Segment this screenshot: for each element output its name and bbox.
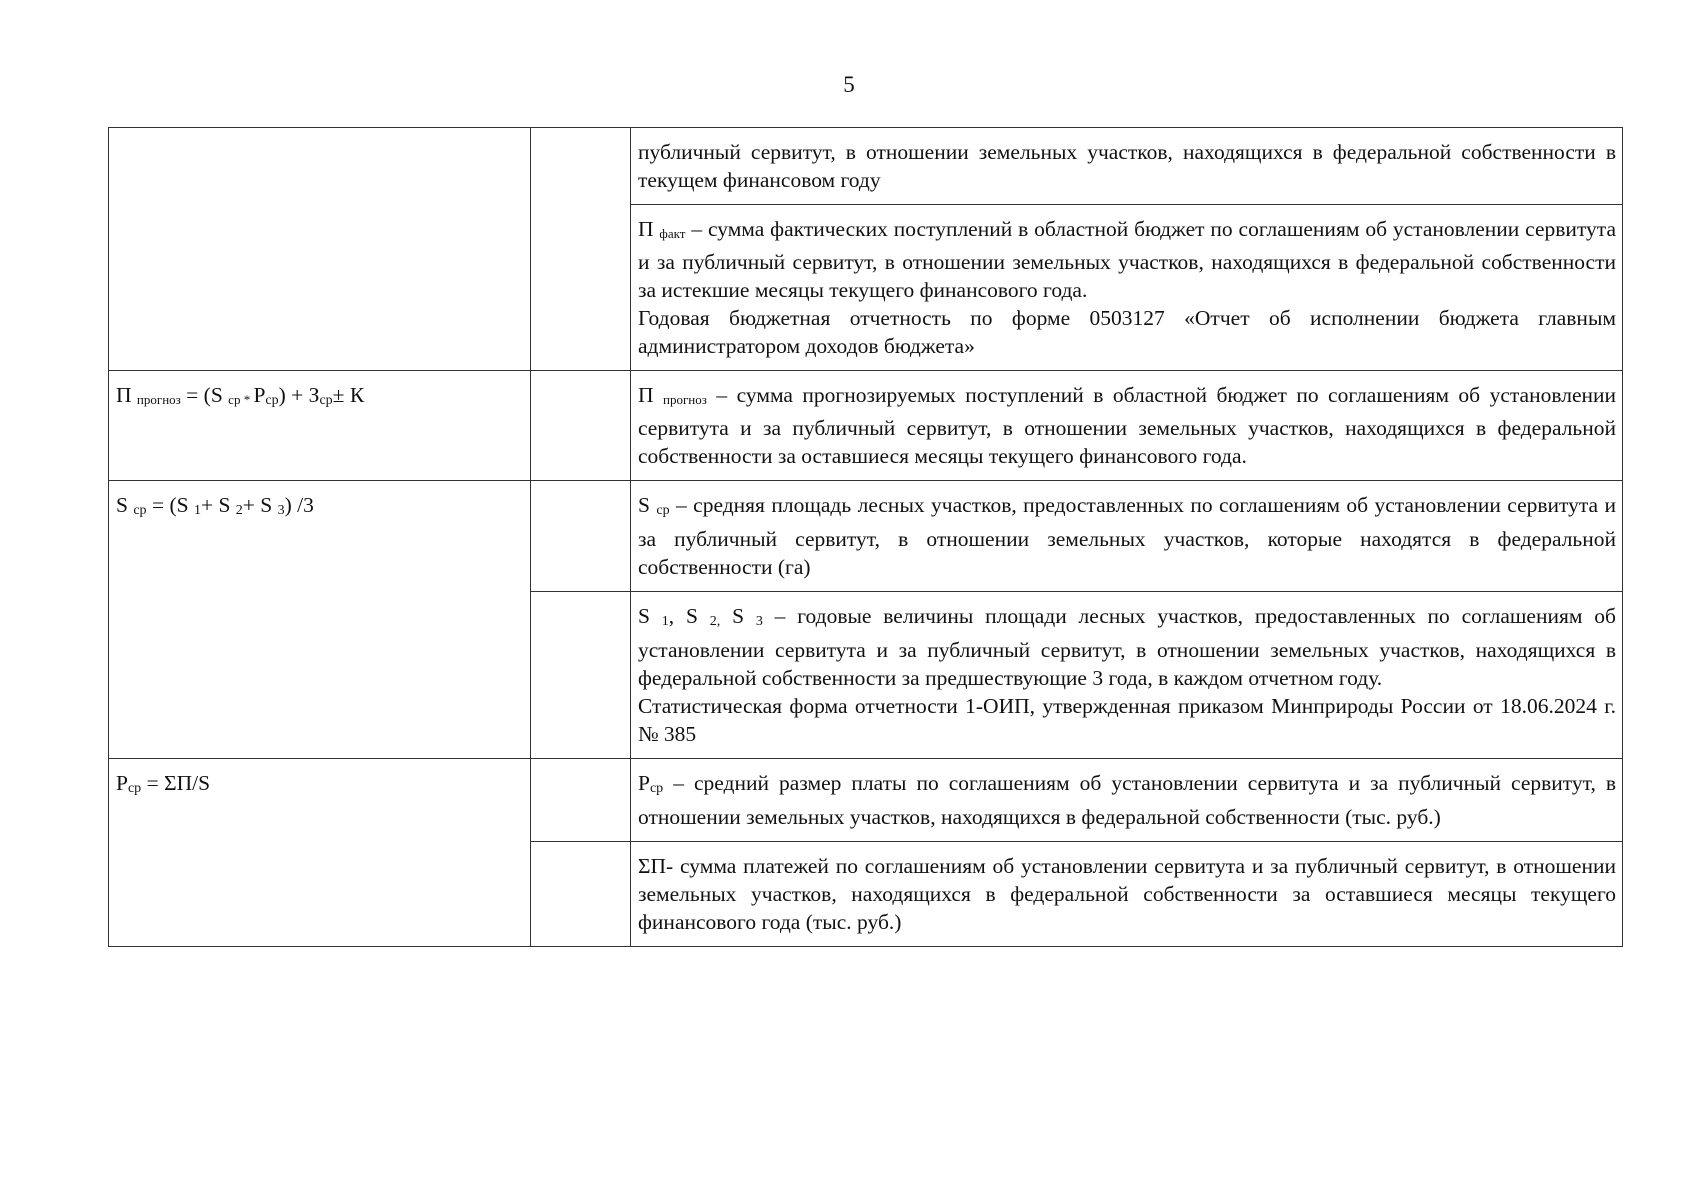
variable-definition: – сумма прогнозируемых поступлений в областной бюджет по соглашениям об установлении сервитута и за публичный сервитут, в отношении земельных участков, находящихся в федеральной собственности за оставшиеся месяцы текущего финансового года. bbox=[638, 383, 1617, 468]
formula-table bbox=[108, 127, 1623, 947]
formula-s-average: S ср = (S 1+ S 2+ S 3) /3 bbox=[116, 493, 314, 518]
description-cell bbox=[631, 481, 1623, 592]
table-row bbox=[109, 759, 1623, 842]
empty-cell bbox=[531, 371, 631, 481]
variable-symbol: П bbox=[638, 217, 654, 241]
description-cell bbox=[631, 842, 1623, 947]
empty-cell bbox=[531, 128, 631, 371]
table-row bbox=[109, 481, 1623, 592]
source-text: Статистическая форма отчетности 1-ОИП, утвержденная приказом Минприроды России от 18.06.2024 г. № 385 bbox=[638, 694, 1616, 746]
variable-symbol: Р bbox=[638, 771, 650, 795]
variable-definition: – годовые величины площади лесных участков, предоставленных по соглашениям об установлении сервитута и за публичный сервитут, в отношении земельных участков, находящихся в федеральной собственности за предшествующие 3 года, в каждом отчетном году. bbox=[638, 604, 1616, 690]
variable-definition: – сумма фактических поступлений в областной бюджет по соглашениям об установлении сервитута и за публичный сервитут, в отношении земельных участков, находящихся в федеральной собственности за истекшие месяцы текущего финансового года. bbox=[638, 217, 1617, 302]
formula-cell bbox=[109, 481, 531, 759]
variable-definition: – средний размер платы по соглашениям об установлении сервитута и за публичный сервитут, в отношении земельных участков, находящихся в федеральной собственности (тыс. руб.) bbox=[638, 771, 1616, 829]
empty-cell bbox=[531, 759, 631, 842]
variable-subscript: прогноз bbox=[663, 392, 707, 407]
description-text bbox=[638, 381, 1616, 470]
description-text: ΣП- сумма платежей по соглашениям об установлении сервитута и за публичный сервитут, в отношении земельных участков, находящихся в федеральной собственности за оставшиеся месяцы текущего финансового года (тыс. руб.) bbox=[638, 854, 1616, 934]
description-text: S 1, S 2, S 3 – годовые величины площади лесных участков, предоставленных по соглашениям об установлении сервитута и за публичный сервитут, в отношении земельных участков, находящихся в федеральной собственности за предшествующие 3 года, в каждом отчетном году. bbox=[638, 604, 1616, 690]
description-cell bbox=[631, 759, 1623, 842]
description-cell bbox=[631, 371, 1623, 481]
formula-p-forecast: П прогноз = (S ср * Рср) + Зср± К bbox=[116, 383, 365, 408]
empty-cell bbox=[531, 592, 631, 759]
description-cell bbox=[631, 205, 1623, 371]
table-row bbox=[109, 128, 1623, 205]
variable-subscript: ср bbox=[656, 503, 670, 518]
description-text bbox=[638, 215, 1616, 304]
description-cell bbox=[631, 128, 1623, 205]
empty-cell bbox=[531, 481, 631, 592]
description-cell bbox=[631, 592, 1623, 759]
source-text: Годовая бюджетная отчетность по форме 0503127 «Отчет об исполнении бюджета главным администратором доходов бюджета» bbox=[638, 306, 1616, 358]
formula-cell bbox=[109, 371, 531, 481]
formula-cell bbox=[109, 128, 531, 371]
variable-symbol: S bbox=[638, 493, 657, 517]
table-row bbox=[109, 371, 1623, 481]
description-text bbox=[638, 491, 1616, 581]
description-text: публичный сервитут, в отношении земельных участков, находящихся в федеральной собственности в текущем финансовом году bbox=[638, 140, 1616, 192]
formula-cell bbox=[109, 759, 531, 947]
empty-cell bbox=[531, 842, 631, 947]
page-number: 5 bbox=[843, 72, 855, 97]
variable-subscript: факт bbox=[659, 226, 686, 241]
variable-definition: – средняя площадь лесных участков, предоставленных по соглашениям об установлении сервитута и за публичный сервитут, в отношении земельных участков, которые находятся в федеральной собственности (га) bbox=[638, 493, 1616, 579]
formula-p-average: Рср = ΣП/S bbox=[116, 771, 211, 796]
variable-subscript: ср bbox=[649, 781, 664, 796]
variable-symbol: П bbox=[638, 383, 664, 407]
description-text bbox=[638, 769, 1616, 831]
